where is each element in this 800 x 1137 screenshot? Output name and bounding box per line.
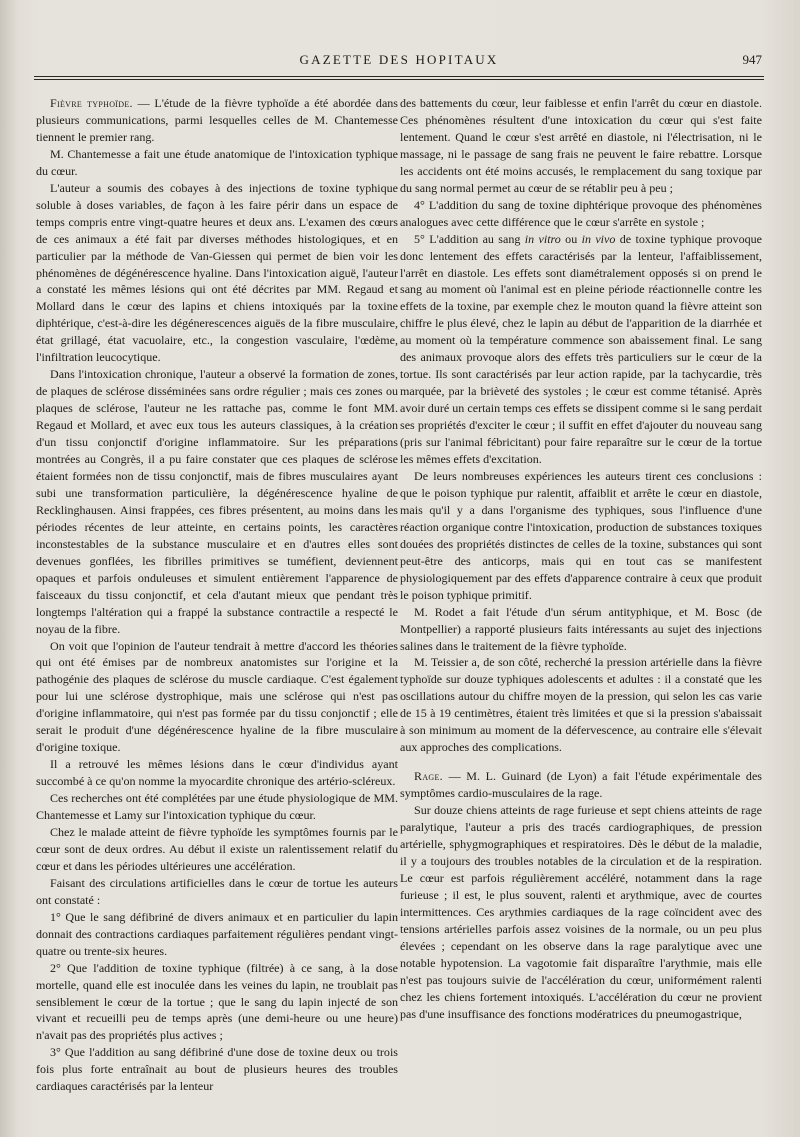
paragraph-text: — M. L. Guinard (de Lyon) a fait l'étude expérimentale des symptômes cardio-musculaires de la rage. bbox=[400, 769, 762, 801]
paragraph: M. Chantemesse a fait une étude anatomique de l'intoxication typhique du cœur. bbox=[36, 146, 398, 178]
paragraph: De leurs nombreuses expériences les auteurs tirent ces conclusions : que le poison typhique pur ralentit, affaiblit et arrête le cœur en diastole, mais qu'il y a dans l'organisme des typhiques, sous l'influence d'une réaction organique contre l'intoxication, production de substances toxiques douées des propriétés distinctes de celles de la toxine, substances qui sont peut-être des anticorps, mais qui en tout cas se manifestent physiologiquement par des effets d'apparence contraire à ceux que produit le poison typhique primitif. bbox=[400, 468, 762, 602]
paragraph-typhoid-intro bbox=[36, 95, 398, 146]
section-heading-fievre-typhoide: Fièvre typhoïde. bbox=[50, 96, 133, 110]
paragraph: Faisant des circulations artificielles dans le cœur de tortue les auteurs ont constaté : bbox=[36, 875, 398, 907]
italic-term: in vitro bbox=[524, 231, 561, 246]
paragraph-rage-intro bbox=[400, 768, 762, 802]
paragraph bbox=[400, 231, 762, 468]
page-header bbox=[36, 52, 762, 74]
paragraph-text: ou bbox=[560, 231, 582, 246]
right-column bbox=[400, 95, 762, 1022]
paragraph-text: de toxine typhique provoque donc lentement des effets caractérisés par la lenteur, l'affaiblissement, l'arrêt en diastole. Les effets sont diamétralement opposés si on prend le sang au moment où l'animal est en pleine période réactionnelle contre les effets de la toxine, par exemple chez le mouton quand la fièvre atteint son chiffre le plus élevé, chez le lapin au début de l'apparition de la diarrhée et au moment où la température commence son abaissement final. Le sang des animaux provoque alors des effets très particuliers sur le cœur de la tortue. Ils sont caractérisés par leur action rapide, par la tachycardie, très marquée, par la brièveté des systoles ; le cœur est comme tétanisé. Après avoir duré un certain temps ces effets se dissipent comme si le sang perdait ses propriétés d'exciter le cœur ; il suffit en effet d'ajouter du nouveau sang (pris sur l'animal fébricitant) pour faire reparaître sur le cœur de la tortue les mêmes effets d'excitation. bbox=[400, 231, 762, 467]
paragraph-text: — L'étude de la fièvre typhoïde a été abordée dans plusieurs communications, parmi lesquelles celles de M. Chantemesse tiennent le premier rang. bbox=[36, 96, 398, 144]
paragraph-text: 5° L'addition au sang bbox=[414, 231, 525, 246]
paragraph: Il a retrouvé les mêmes lésions dans le cœur d'individus ayant succombé à ce qu'on nomme la myocardite chronique des artério-scléreux. bbox=[36, 757, 398, 789]
header-rule bbox=[34, 76, 764, 80]
section-heading-rage: Rage. bbox=[414, 769, 443, 784]
left-column bbox=[36, 95, 398, 1095]
page-number: 947 bbox=[742, 52, 762, 67]
paragraph: 2° Que l'addition de toxine typhique (filtrée) à ce sang, à la dose mortelle, quand elle est inoculée dans les veines du lapin, ne troublait pas sensiblement le cœur de la tortue ; que le sang du lapin injecté de son vivant et recueilli peu de temps après (une demi-heure ou une heure) n'avait pas des propriétés plus actives ; bbox=[36, 960, 398, 1043]
paragraph: L'auteur a soumis des cobayes à des injections de toxine typhique soluble à doses variables, de façon à les faire périr dans un espace de temps compris entre vingt-quatre heures et deux ans. L'examen des cœurs de ces animaux a été fait par diverses méthodes histologiques, et en particulier par la méthode de Van-Giessen qui permet de bien voir les phénomènes de dégénérescence hyaline. Dans l'intoxication aiguë, l'auteur a constaté les mêmes lésions qui ont été décrites par MM. Regaud et Mollard dans le cœur des lapins et chiens intoxiqués par la toxine diphtérique, c'est-à-dire les dégénerescences aiguës de la fibre musculaire, état grillagé, état vacuolaire, etc., la congestion vasculaire, l'œdème, l'infiltration leucocytique. bbox=[36, 180, 398, 365]
paragraph: M. Rodet a fait l'étude d'un sérum antityphique, et M. Bosc (de Montpellier) a rapporté plusieurs faits intéressants au sujet des injections salines dans le traitement de la fièvre typhoïde. bbox=[400, 604, 762, 653]
running-title: GAZETTE DES HOPITAUX bbox=[299, 52, 499, 67]
italic-term: in vivo bbox=[581, 231, 616, 246]
paragraph: 3° Que l'addition au sang défibriné d'une dose de toxine deux ou trois fois plus forte entraînait au bout de plusieurs heures des troubles cardiaques caractérisés par la lenteur bbox=[36, 1045, 398, 1094]
paragraph: Ces recherches ont été complétées par une étude physiologique de MM. Chantemesse et Lamy sur l'intoxication typhique du cœur. bbox=[36, 791, 398, 823]
paragraph: Chez le malade atteint de fièvre typhoïde les symptômes fournis par le cœur sont de deux ordres. Au début il existe un ralentissement relatif du cœur et dans les périodes ultérieures une accélération. bbox=[36, 824, 398, 873]
paragraph: 1° Que le sang défibriné de divers animaux et en particulier du lapin donnait des contractions cardiaques parfaitement régulières pendant vingt-quatre ou trente-six heures. bbox=[36, 909, 398, 958]
paragraph: Dans l'intoxication chronique, l'auteur a observé la formation de zones, de plaques de sclérose disséminées sans ordre régulier ; mais ces zones ou plaques de sclérose, l'auteur ne les rattache pas, comme le font MM. Regaud et Mollard, et avec eux tous les auteurs classiques, à la création d'un tissu conjonctif d'origine inflammatoire. Sur les préparations montrées au Congrès, il a pu faire constater que ces plaques de sclérose étaient formées non de tissu conjonctif, mais de fibres musculaires ayant subi une transformation particulière, la dégénérescence hyaline de Recklinghausen. Ainsi frappées, ces fibres présentent, au moins dans les périodes récentes de leur atteinte, en certains points, les caractères inconstestables de la substance musculaire et en d'autres elles sont devenues gonflées, les fibrilles primitives se tuméfient, deviennent opaques et parfois onduleuses et simulent entièrement l'apparence de faisceaux du tissu conjonctif, et cela d'autant mieux que pendant très longtemps l'altération qui a frappé la substance contractile a respecté le noyau de la fibre. bbox=[36, 367, 398, 636]
paragraph: Sur douze chiens atteints de rage furieuse et sept chiens atteints de rage paralytique, l'auteur a pris des tracés cardiographiques, de pression artérielle, sphygmographiques et respiratoires. Dès le début de la maladie, il y a toujours des troubles notables de la circulation et de la respiration. Le cœur est parfois régulièrement accéléré, notamment dans la rage furieuse ; il est, le plus souvent, ralenti et arythmique, avec de courtes intermittences. Ces arythmies cardiaques de la rage coïncident avec des tensions artérielles parfois assez voisines de la normale, ou un peu plus élevées ; cependant on les observe dans la rage paralytique avec une notable hypotension. La vagotomie fait disparaître l'arythmie, mais elle n'est pas toujours suivie de l'accélération du cœur, uniformément ralenti chez les chiens fortement intoxiqués. L'accélération du cœur ne provient pas d'une insuffisance des fonctions modératrices du pneumogastrique, bbox=[400, 803, 762, 1021]
paragraph: 4° L'addition du sang de toxine diphtérique provoque des phénomènes analogues avec cette différence que le cœur s'arrête en systole ; bbox=[400, 197, 762, 229]
paragraph: M. Teissier a, de son côté, recherché la pression artérielle dans la fièvre typhoïde sur douze typhiques adolescents et adultes : il a constaté que les oscillations autour du chiffre moyen de la pression, qui selon les cas varie de 15 à 19 centimètres, étaient très limitées et que si la pression s'abaissait à son minimum au moment de la défervescence, au contraire elle s'élevait aux approches des complications. bbox=[400, 655, 762, 755]
section-gap bbox=[400, 756, 762, 768]
paragraph: On voit que l'opinion de l'auteur tendrait à mettre d'accord les théories qui ont été émises par de nombreux anatomistes sur l'origine et la pathogénie des plaques de sclérose du muscle cardiaque. C'est également pour lui une sclérose dystrophique, mais une sclérose qui n'est pas d'origine inflammatoire, qui n'est pas formée par du tissu conjonctif ; elle serait le produit d'une dégénérescence hyaline de la fibre musculaire d'origine toxique. bbox=[36, 638, 398, 755]
paragraph-continued: des battements du cœur, leur faiblesse et enfin l'arrêt du cœur en diastole. Ces phénomènes résultent d'une intoxication du cœur qui s'est faite lentement. Quand le cœur s'est arrêté en diastole, ni l'électrisation, ni le massage, ni le passage de sang frais ne peuvent le faire rebattre. Lorsque les accidents ont été moins accusés, le remplacement du sang toxique par du sang normal permet au cœur de se rétablir peu à peu ; bbox=[400, 96, 762, 195]
